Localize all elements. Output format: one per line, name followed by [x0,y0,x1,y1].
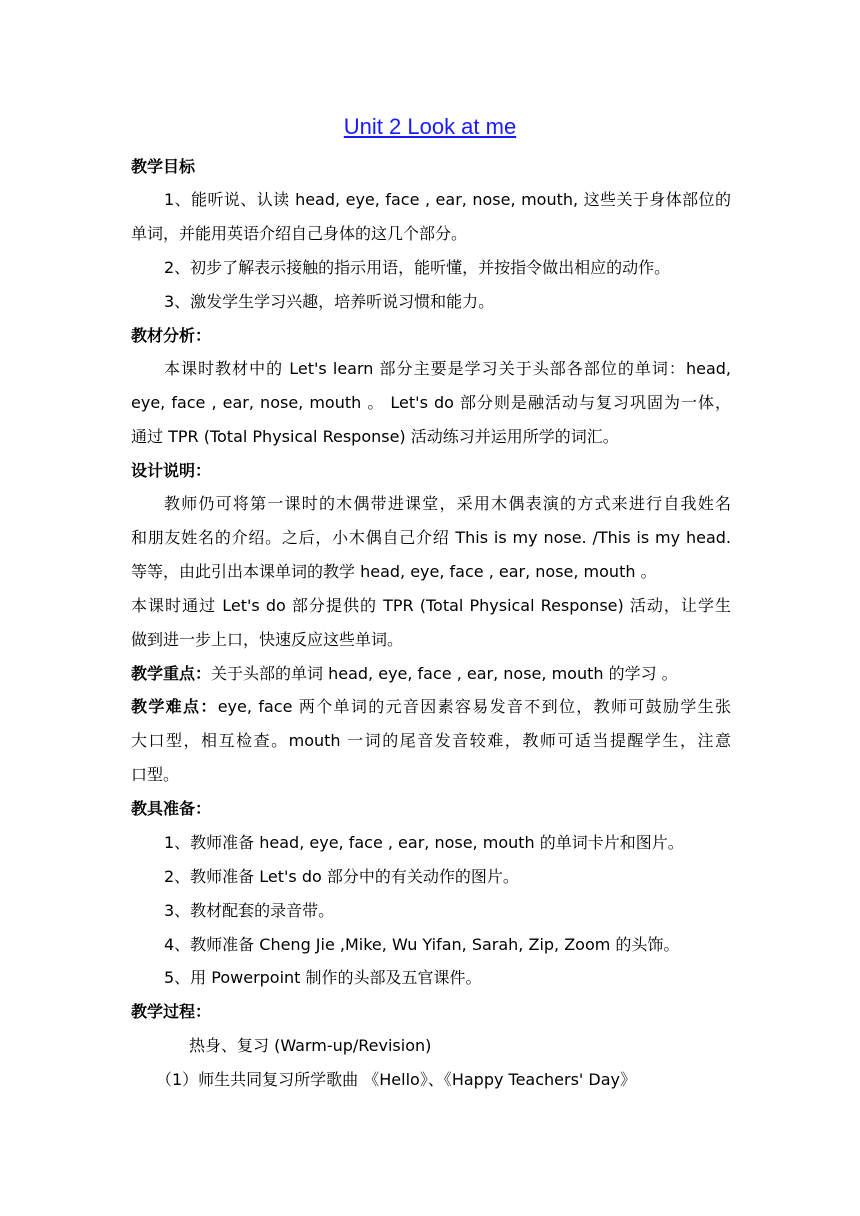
document-title[interactable]: Unit 2 Look at me [343,114,517,139]
objectives-heading: 教学目标 [131,157,196,176]
objective-2: 2、初步了解表示接触的指示用语，能听懂，并按指令做出相应的动作。 [164,258,671,277]
process-heading: 教学过程： [131,1002,212,1021]
difficulty-line-2: 大口型，相互检查。mouth 一词的尾音发音较难，教师可适当提醒学生，注意 [131,731,731,750]
objective-1-line-2: 单词，并能用英语介绍自己身体的这几个部分。 [131,224,468,243]
design-line-2: 和朋友姓名的介绍。之后，小木偶自己介绍 This is my nose. /This is my head. [131,528,731,547]
objective-3: 3、激发学生学习兴趣，培养听说习惯和能力。 [164,292,495,311]
process-warmup: 热身、复习 (Warm-up/Revision) [189,1036,432,1055]
difficulty-line-3: 口型。 [131,765,180,784]
tools-heading: 教具准备： [131,799,212,818]
analysis-line-3: 通过 TPR (Total Physical Response) 活动练习并运用所学的词汇。 [131,427,619,446]
design-line-5: 做到进一步上口，快速反应这些单词。 [131,630,404,649]
key-point-label: 教学重点： [131,664,212,683]
difficulty-label: 教学难点： [131,697,218,716]
design-line-1: 教师仍可将第一课时的木偶带进课堂，采用木偶表演的方式来进行自我姓名 [164,494,731,513]
tool-4: 4、教师准备 Cheng Jie ,Mike, Wu Yifan, Sarah, Zip, Zoom 的头饰。 [164,935,680,954]
design-line-4: 本课时通过 Let's do 部分提供的 TPR (Total Physical Response) 活动，让学生 [131,596,731,615]
key-point-text: 关于头部的单词 head, eye, face , ear, nose, mouth 的学习 。 [211,664,678,683]
objective-1-line-1: 1、能听说、认读 head, eye, face , ear, nose, mouth, 这些关于身体部位的 [164,190,731,209]
analysis-heading: 教材分析： [131,326,212,345]
difficulty-text-1: eye, face 两个单词的元音因素容易发音不到位，教师可鼓励学生张 [217,697,731,716]
tool-5: 5、用 Powerpoint 制作的头部及五官课件。 [164,968,482,987]
design-line-3: 等等，由此引出本课单词的教学 head, eye, face , ear, nose, mouth 。 [131,562,657,581]
analysis-line-1: 本课时教材中的 Let's learn 部分主要是学习关于头部各部位的单词：head, [164,359,731,378]
key-point-line [131,663,731,685]
tool-2: 2、教师准备 Let's do 部分中的有关动作的图片。 [164,867,519,886]
design-heading: 设计说明： [131,461,212,480]
tool-1: 1、教师准备 head, eye, face , ear, nose, mouth 的单词卡片和图片。 [164,833,684,852]
difficulty-line-1 [131,696,731,718]
analysis-line-2: eye, face , ear, nose, mouth 。 Let's do 部分则是融活动与复习巩固为一体， [131,393,731,412]
process-step-1: （1）师生共同复习所学歌曲 《Hello》、《Happy Teachers' Day》 [156,1070,637,1089]
tool-3: 3、教材配套的录音带。 [164,901,335,920]
